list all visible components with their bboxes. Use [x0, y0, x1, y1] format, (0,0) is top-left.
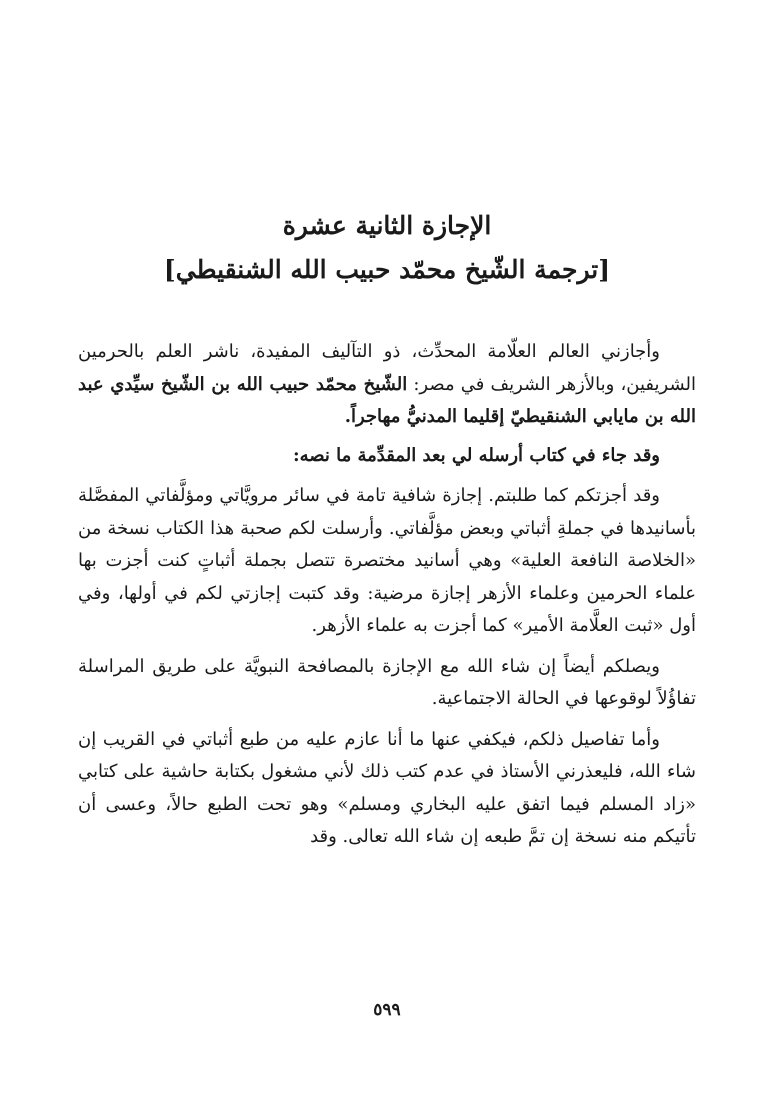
- paragraph-letter-intro: وقد جاء في كتاب أرسله لي بعد المقدِّمة ما نصه:: [292, 444, 660, 466]
- chapter-title: الإجازة الثانية عشرة: [282, 211, 492, 240]
- paragraph-ijaza-text: وقد أجزتكم كما طلبتم. إجازة شافية تامة في سائر مرويَّاتي ومؤلَّفاتي المفصَّلة بأسانيدها في جملةِ أثباتي وبعض مؤلَّفاتي. وأرسلت لكم صحبة هذا الكتاب نسخة من «الخلاصة النافعة العلية» وهي أسانيد مختصرة تتصل بجملة أثباتٍ كنت أجزت بها علماء الحرمين وعلماء الأزهر إجازة مرضية: وقد كتبت إجازتي لكم في أولها، وفي أول «ثبت العلَّامة الأمير» كما أجزت به علماء الأزهر.: [78, 485, 696, 636]
- paragraph-intro: [78, 336, 696, 434]
- intro-text: وأجازني العالم العلّامة المحدِّث، ذو التآليف المفيدة، ناشر العلم بالحرمين الشريفين، وبالأزهر الشريف في مصر:: [78, 341, 696, 395]
- scholar-name: الشّيخ محمّد حبيب الله بن الشّيخ سيِّدي عبد الله بن مايابي الشنقيطيّ إقليما المدنيُّ مهاجراً.: [78, 373, 696, 427]
- body-text: [78, 336, 696, 854]
- paragraph-details: وأما تفاصيل ذلكم، فيكفي عنها ما أنا عازم عليه من طبع أثباتي في القريب إن شاء الله، فليعذرني الأستاذ في عدم كتب ذلك لأني مشغول بكتابة حاشية على كتابي «زاد المسلم فيما اتفق عليه البخاري ومسلم» وهو تحت الطبع حالاً، وعسى أن تأتيكم منه نسخة إن تمَّ طبعه إن شاء الله تعالى. وقد: [78, 728, 696, 847]
- paragraph-musafaha: ويصلكم أيضاً إن شاء الله مع الإجازة بالمصافحة النبويَّة على طريق المراسلة تفاؤُلاً لوقوعها في الحالة الاجتماعية.: [78, 655, 696, 709]
- chapter-heading: [78, 204, 696, 292]
- page-number: ٥٩٩: [373, 1000, 401, 1020]
- document-page: [78, 0, 696, 1104]
- chapter-subtitle: [ترجمة الشّيخ محمّد حبيب الله الشنقيطي]: [163, 255, 611, 284]
